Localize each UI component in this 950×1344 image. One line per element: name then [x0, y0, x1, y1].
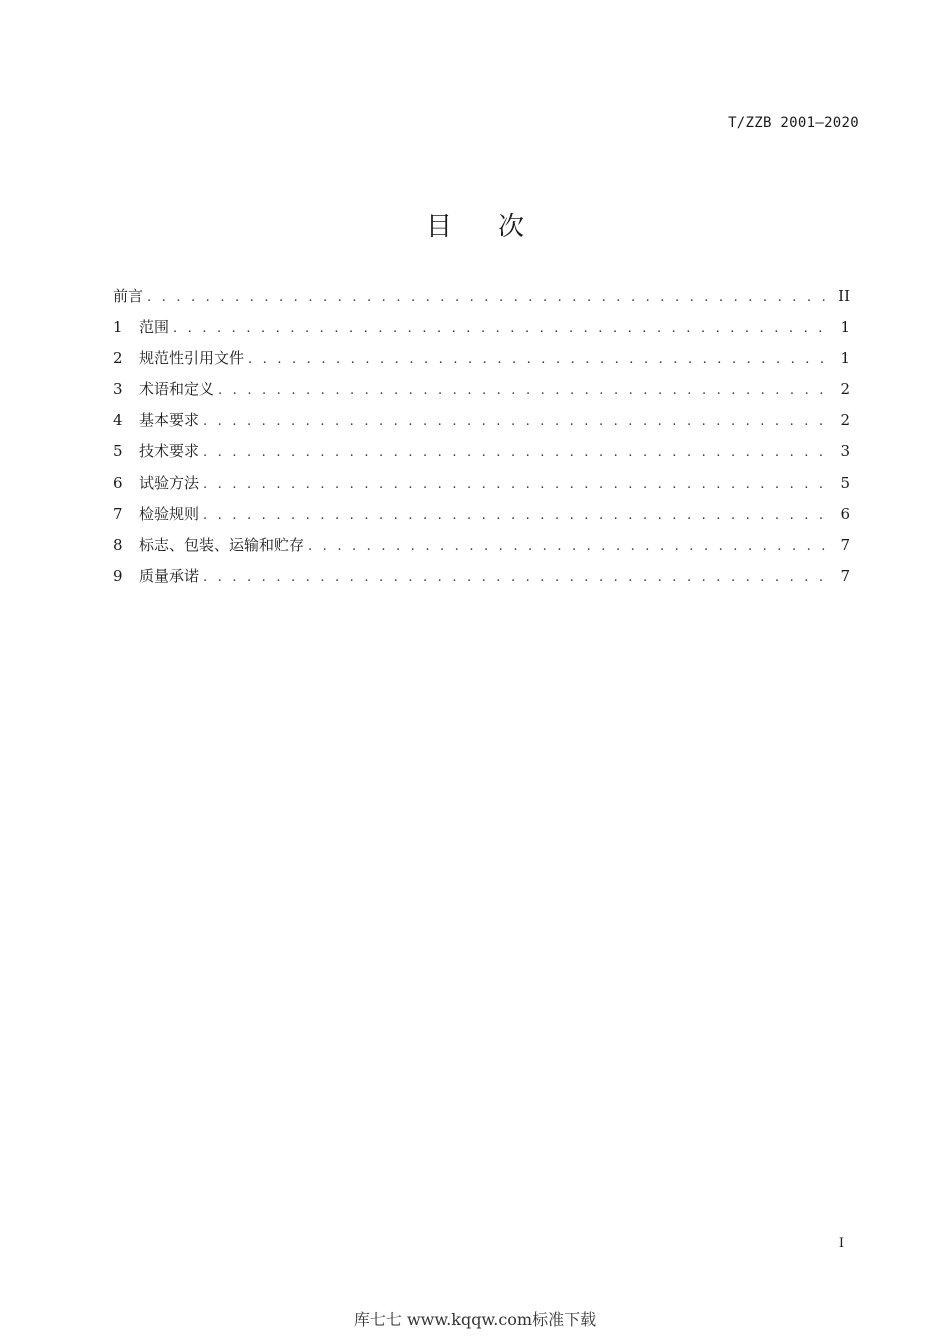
toc-entry-preface[interactable] — [113, 285, 850, 316]
toc-entry-6[interactable] — [113, 472, 850, 503]
toc-leader-dots — [203, 411, 828, 433]
toc-entry-number: 6 — [113, 473, 123, 492]
toc-entry-label: 标志、包装、运输和贮存 — [139, 535, 305, 554]
toc-entry-number: 9 — [113, 566, 123, 585]
toc-entry-number: 4 — [113, 411, 123, 430]
toc-title: 目次 — [425, 212, 570, 242]
toc-entry-1[interactable] — [113, 316, 850, 347]
toc-leader-dots — [203, 567, 828, 589]
toc-entry-number: 7 — [113, 504, 123, 523]
toc-entry-number: 2 — [113, 349, 123, 368]
toc-entry-page: 2 — [840, 380, 850, 399]
toc-entry-5[interactable] — [113, 440, 850, 471]
document-code: T/ZZB 2001—2020 — [728, 115, 859, 131]
toc-entry-label: 技术要求 — [139, 442, 200, 461]
toc-entry-7[interactable] — [113, 503, 850, 534]
toc-leader-dots — [173, 318, 828, 340]
toc-entry-label: 基本要求 — [139, 411, 200, 430]
toc-entry-page: 7 — [840, 535, 850, 554]
toc-entry-number: 3 — [113, 380, 123, 399]
toc-entry-label: 检验规则 — [139, 504, 200, 523]
toc-entry-page: 7 — [840, 566, 850, 585]
toc-entry-9[interactable] — [113, 565, 850, 596]
toc-entry-number: 5 — [113, 442, 123, 461]
toc-entry-number: 8 — [113, 535, 123, 554]
toc-leader-dots — [147, 287, 828, 309]
footer-watermark: 库七七 www.kqqw.com标准下载 — [353, 1310, 597, 1329]
toc-leader-dots — [308, 536, 828, 558]
toc-entry-label: 试验方法 — [139, 473, 200, 492]
toc-entry-label: 前言 — [113, 287, 144, 305]
toc-entry-page: 1 — [840, 349, 850, 368]
toc-entry-page: 2 — [840, 411, 850, 430]
toc-entry-label: 术语和定义 — [139, 380, 215, 399]
toc-entry-4[interactable] — [113, 409, 850, 440]
toc-entry-page: 1 — [840, 318, 850, 337]
toc-entry-label: 范围 — [139, 318, 170, 337]
toc-entry-2[interactable] — [113, 347, 850, 378]
page-number: I — [838, 1236, 844, 1251]
toc-leader-dots — [248, 349, 828, 371]
toc-entry-page: 6 — [840, 504, 850, 523]
toc-entry-page: 5 — [840, 473, 850, 492]
toc-entry-label: 质量承诺 — [139, 566, 200, 585]
toc-entry-number: 1 — [113, 318, 123, 337]
toc-entry-8[interactable] — [113, 534, 850, 565]
toc-leader-dots — [203, 474, 828, 496]
toc-entry-3[interactable] — [113, 378, 850, 409]
toc-leader-dots — [203, 442, 828, 464]
toc-leader-dots — [218, 380, 828, 402]
toc-entry-label: 规范性引用文件 — [139, 349, 245, 368]
toc-leader-dots — [203, 505, 828, 527]
toc-entry-page: II — [838, 287, 850, 305]
toc-entry-page: 3 — [840, 442, 850, 461]
toc-list — [113, 285, 850, 596]
